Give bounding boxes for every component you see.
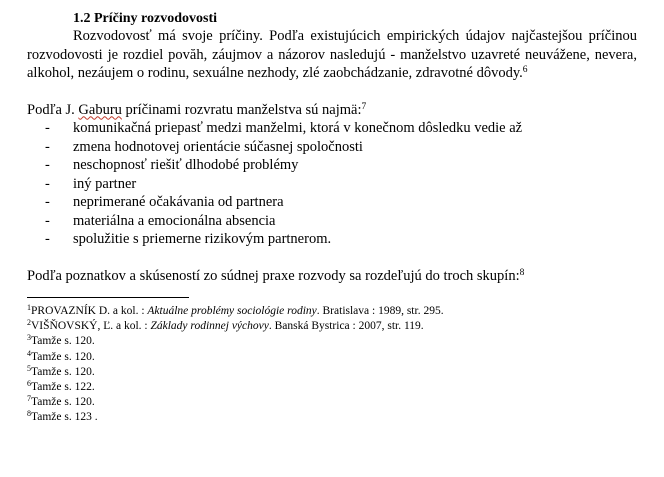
list-item-text: materiálna a emocionálna absencia bbox=[73, 212, 276, 229]
list-item-text: komunikačná priepasť medzi manželmi, ktorá v konečnom dôsledku vedie až bbox=[73, 120, 523, 136]
closing-paragraph bbox=[27, 267, 637, 286]
dash-bullet: - bbox=[45, 157, 50, 173]
list-item bbox=[27, 175, 637, 194]
footnote-number: 8 bbox=[27, 409, 31, 419]
footnote bbox=[27, 334, 637, 349]
footnote-text: PROVAZNÍK D. a kol. : bbox=[31, 305, 148, 317]
paragraph-spacer bbox=[27, 249, 637, 267]
footnote-text: VIŠŇOVSKÝ, Ľ. a kol. : bbox=[31, 320, 151, 333]
author-name-gaburu: Gaburu bbox=[78, 101, 122, 118]
dash-bullet: - bbox=[45, 231, 50, 247]
footnotes-section bbox=[27, 304, 637, 426]
list-item bbox=[27, 156, 637, 175]
dash-bullet: - bbox=[45, 175, 50, 192]
gaburu-paragraph bbox=[27, 101, 637, 120]
footnote bbox=[27, 319, 637, 334]
paragraph-spacer bbox=[27, 83, 637, 101]
footnote bbox=[27, 380, 637, 395]
footnote-number: 7 bbox=[27, 394, 31, 404]
footnote-number: 6 bbox=[27, 379, 31, 389]
list-item-text: iný partner bbox=[73, 175, 137, 192]
footnote bbox=[27, 304, 637, 319]
footnote-number: 2 bbox=[27, 318, 31, 328]
footnote-ref-8: 8 bbox=[519, 267, 525, 278]
gaburu-text-before: Podľa J. bbox=[27, 101, 79, 118]
footnote-separator bbox=[27, 297, 189, 298]
causes-list bbox=[27, 119, 637, 249]
dash-bullet: - bbox=[45, 120, 50, 136]
section-heading: 1.2 Príčiny rozvodovosti bbox=[73, 11, 218, 26]
list-item-text: neschopnosť riešiť dlhodobé problémy bbox=[73, 157, 299, 173]
intro-text: Rozvodovosť má svoje príčiny. Podľa existujúcich empirických údajov najčastejšou príčinou rozvodovosti je rozdiel povăh, záujmov a názorov nasledujú - manželstvo uzavreté neuvážene, nevera, alkohol, nezáujem o rodinu, sexuálne nezhody, zlé zaobchádzanie, zdravotné dôvody. bbox=[27, 28, 637, 81]
document-page bbox=[27, 10, 637, 426]
dash-bullet: - bbox=[45, 138, 50, 155]
footnote-text: Tamže s. 120. bbox=[31, 350, 95, 363]
footnote-title: Aktuálne problémy sociológie rodiny bbox=[147, 305, 317, 317]
footnote-text: Tamže s. 123 . bbox=[31, 411, 98, 424]
footnote-number: 1 bbox=[27, 303, 31, 312]
list-item bbox=[27, 212, 637, 231]
gaburu-text-after: príčinami rozvratu manželstva sú najmä: bbox=[121, 101, 362, 118]
dash-bullet: - bbox=[45, 194, 50, 210]
list-item bbox=[27, 230, 637, 249]
footnote bbox=[27, 365, 637, 380]
footnote-number: 4 bbox=[27, 348, 31, 358]
footnote-text-after: . Banská Bystrica : 2007, str. 119. bbox=[268, 320, 424, 333]
intro-paragraph bbox=[27, 27, 637, 83]
footnote-ref-7: 7 bbox=[361, 101, 367, 112]
list-item-text: spolužitie s priemerne rizikovým partnerom. bbox=[73, 231, 332, 247]
list-item bbox=[27, 119, 637, 138]
list-item-text: zmena hodnotovej orientácie súčasnej spoločnosti bbox=[73, 138, 363, 155]
footnote-text: Tamže s. 120. bbox=[31, 365, 95, 378]
footnote-number: 3 bbox=[27, 333, 31, 343]
footnote bbox=[27, 395, 637, 410]
list-item bbox=[27, 138, 637, 157]
footnote-text-after: . Bratislava : 1989, str. 295. bbox=[316, 305, 444, 317]
footnote-ref-6: 6 bbox=[522, 65, 528, 75]
closing-text: Podľa poznatkov a skúseností zo súdnej praxe rozvody sa rozdeľujú do troch skupín: bbox=[27, 267, 520, 284]
list-item bbox=[27, 193, 637, 212]
footnote-text: Tamže s. 120. bbox=[31, 335, 95, 348]
footnote bbox=[27, 410, 637, 425]
dash-bullet: - bbox=[45, 212, 50, 229]
footnote-text: Tamže s. 122. bbox=[31, 381, 95, 394]
footnote-text: Tamže s. 120. bbox=[31, 396, 95, 409]
footnote-number: 5 bbox=[27, 363, 31, 373]
footnote-title: Základy rodinnej výchovy bbox=[150, 320, 269, 333]
footnote bbox=[27, 350, 637, 365]
list-item-text: neprimerané očakávania od partnera bbox=[73, 194, 284, 210]
